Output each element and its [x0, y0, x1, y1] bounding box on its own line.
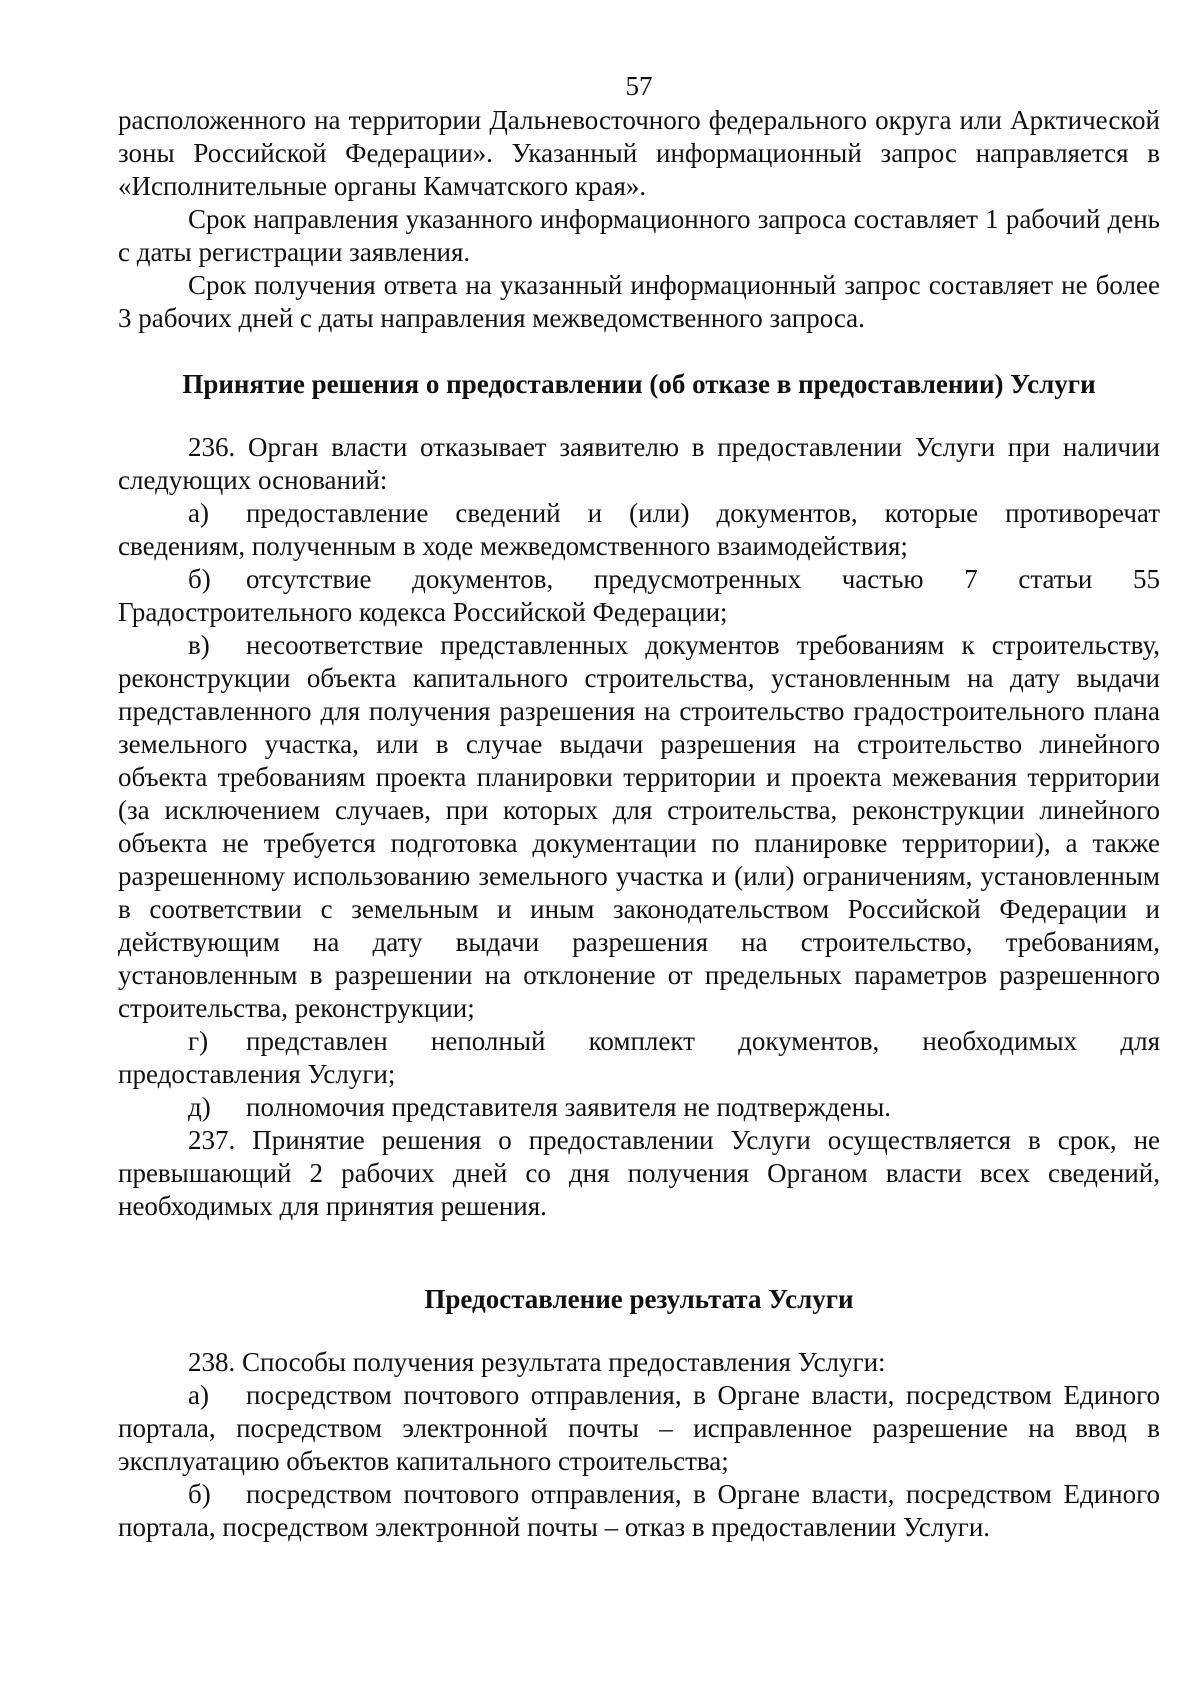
list-marker: б)	[188, 564, 211, 594]
list-item-text: представлен неполный комплект документов, необходимых для предоставления Услуги;	[118, 1026, 1160, 1089]
list-item-text: посредством почтового отправления, в Органе власти, посредством Единого портала, посредством электронной почты – исправленное разрешение на ввод в эксплуатацию объектов капитального строительства;	[118, 1380, 1160, 1476]
list-item-text: предоставление сведений и (или) документов, которые противоречат сведениям, полученным в ходе межведомственного взаимодействия;	[118, 498, 1160, 561]
list-item-text: отсутствие документов, предусмотренных частью 7 статьи 55 Градостроительного кодекса Российской Федерации;	[118, 564, 1160, 627]
paragraph-continuation: расположенного на территории Дальневосточного федерального округа или Арктической зоны Российской Федерации». Указанный информационный запрос направляется в «Исполнительные органы Камчатского края».	[118, 105, 1160, 201]
list-item-text: посредством почтового отправления, в Органе власти, посредством Единого портала, посредством электронной почты – отказ в предоставлении Услуги.	[118, 1479, 1160, 1542]
paragraph-238: 238. Способы получения результата предоставления Услуги:	[188, 1347, 886, 1377]
document-page	[118, 70, 1160, 1544]
list-marker: а)	[188, 1380, 209, 1410]
list-marker: д)	[188, 1092, 211, 1122]
list-item-236-a	[118, 497, 1160, 563]
list-item-text: несоответствие представленных документов требованиям к строительству, реконструкции объекта капитального строительства, установленным на дату выдачи представленного для получения разрешения на строительство градостроительного плана земельного участка, или в случае выдачи разрешения на строительство линейного объекта требованиям проекта планировки территории и проекта межевания территории (за исключением случаев, при которых для строительства, реконструкции линейного объекта не требуется подготовка документации по планировке территории), а также разрешенному использованию земельного участка и (или) ограничениям, установленным в соответствии с земельным и иным законодательством Российской Федерации и действующим на дату выдачи разрешения на строительство, требованиям, установленным в разрешении на отклонение от предельных параметров разрешенного строительства, реконструкции;	[118, 630, 1160, 1023]
paragraph-response-term: Срок получения ответа на указанный информационный запрос составляет не более 3 рабочих дней с даты направления межведомственного запроса.	[118, 270, 1160, 333]
paragraph-request-term: Срок направления указанного информационного запроса составляет 1 рабочий день с даты регистрации заявления.	[118, 204, 1160, 267]
list-item-236-v	[118, 629, 1160, 1025]
list-item-236-g	[118, 1025, 1160, 1091]
list-item-238-b	[118, 1478, 1160, 1544]
paragraph-237: 237. Принятие решения о предоставлении Услуги осуществляется в срок, не превышающий 2 рабочих дней со дня получения Органом власти всех сведений, необходимых для принятия решения.	[118, 1125, 1160, 1221]
page-number: 57	[625, 71, 653, 101]
list-item-238-a	[118, 1379, 1160, 1478]
list-item-236-d	[118, 1091, 1160, 1124]
list-marker: б)	[188, 1479, 211, 1509]
list-item-236-b	[118, 563, 1160, 629]
list-marker: в)	[188, 630, 210, 660]
list-marker: г)	[188, 1026, 209, 1056]
list-item-text: полномочия представителя заявителя не подтверждены.	[246, 1092, 891, 1122]
section-heading-decision: Принятие решения о предоставлении (об отказе в предоставлении) Услуги	[182, 369, 1096, 399]
paragraph-236: 236. Орган власти отказывает заявителю в предоставлении Услуги при наличии следующих оснований:	[118, 432, 1160, 495]
section-heading-result: Предоставление результата Услуги	[424, 1284, 854, 1314]
list-marker: а)	[188, 498, 209, 528]
